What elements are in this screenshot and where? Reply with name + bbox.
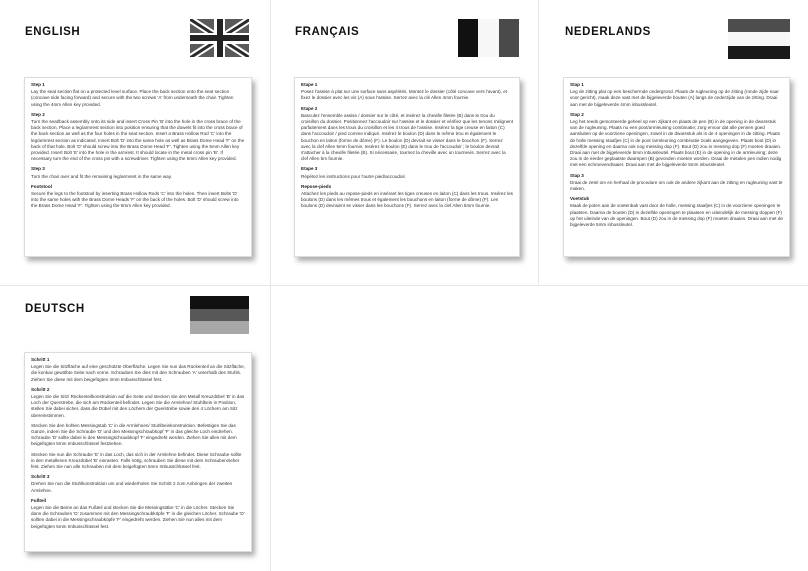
instructions-card-francais (294, 77, 520, 257)
step-title: Etape 2 (301, 105, 318, 111)
section-title-english: ENGLISH (25, 26, 81, 38)
step-block (570, 173, 783, 193)
step-text: Basculez l'ensemble assise / dossier sur le côté, et insérez la cheville filetée (B) dans le trou du croisillon du dossier. Positionnez l'accoudoir sur l'assise et le dossier et vérifiez que les tenons s'alignent parfaitement dans les trous du croisillon et les 4 trous de l'assise. Insérez la tige creuse en laiton (C) dans l'accoudoir / pied comme indiqué. Insérez le boulon (D) dans le même trou et également le bouchon en laiton (forme de dôme) (F). Le boulon (D) devrait se visser dans le bouchon (F). Serrez avec la clef Allen 5mm fournie. Insérez le boulon (E) dans le trou de l'accoudoir ; le boulon devrait s'attacher à la cheville filetée (B). Si nécessaire, tournez la cheville avec un tournevis. Serrez avec la clef Allen 5m fournie. (301, 112, 514, 162)
step-text: Turn the chair over and fit the remaining leg/armrest in the same way. (31, 173, 172, 179)
step-text: Drehen Sie nun die Stuhlkonstruktion um und wiederholen Sie Schritt 2 zum Anbringen der zweiten Armlehne. (31, 481, 233, 493)
union-jack-flag-icon (190, 19, 249, 57)
step-title: Stap 1 (570, 82, 584, 87)
step-block (570, 112, 783, 169)
step-block (31, 387, 245, 419)
step-text: Répétez les instructions pour l'autre pied/accoudoir. (301, 173, 407, 179)
section-title-nederlands: NEDERLANDS (565, 26, 651, 38)
step-text: Turn the seat/back assembly onto its side and insert Cross Pin 'B' into the hole in the cross brace of the back section. Place a leg/armrest section into position ensuring that the dowels fit into the cross brace of the back section as well as the four holes in the seat section. Insert a Brass Hollow Rod 'C' into the leg/armrest section as indicated. Insert Bolt 'D' into the same hole as well as Brass Dome Head 'F' on the back of that hole. Bolt 'D' should screw into the Brass Dome Head 'F'. Tighten using the 5mm Allen key provided. Insert Bolt 'E' into the hole in the armrest. It should locate in the metal cross pin 'B'. If necessary turn the end of the cross pin with a screwdriver. Tighten using the 5mm Allen key provided. (31, 119, 245, 162)
step-text: Posez l'assise à plat sur une surface sans aspérités. Montez le dossier (côté concave vers l'avant), et fixez le dossier avec les vis (A) sous l'assise. Serrez avec la clé Allen 4mm fournie. (301, 89, 508, 101)
step-text: Legen Sie die Beine an das Fußteil und stecken Sie die Messingstäbe 'C' in die Löcher. Stecken Sie dann die Schrauben 'D' zusammen mit den Messingschraubköpfe 'F' in die gleichen Löcher. Schraube 'D' sollten dabei in die Messingschraubköpfe 'F' eingedreht werden. Ziehen Sie nun alles mit dem beigefügten 5mm Imbusschlüssel fest. (31, 505, 245, 529)
german-flag-icon (190, 296, 249, 334)
step-title: Stap 3 (570, 172, 584, 178)
step-block (31, 82, 245, 108)
step-block (570, 196, 783, 228)
step-title: Step 2 (31, 111, 45, 117)
step-text: Maak de poten aan de voetenbak vast door de holle, messing staafjes (C) in de voorziene openingen te plaatsen. Daarna de bouten (D) in dezelfde openingen te plaatsen en uiteindelijk de messing doppen (F) op het uiteinde van de openingen. Bout (D) zou in de messing dop (F) moeten draaien. Draai aan met de bijgeleverde 5mm inbussleutel. (570, 203, 783, 228)
step-text: Stecken Sie nun die Schraube 'E' in das Loch, das sich in der Armlehne befindet. Diese Schraube sollte in den metallenen Kreuzdübel 'B' einrasten. Falls nötig, schrauben Sie diese mit dem Schraubenzieher fest. Ziehen Sie nun alle Schrauben mit dem beigefügten 5mm Imbusschlüssel fest. (31, 451, 242, 470)
step-text: Leg de zitting plat op een beschermde ondergrond. Plaats de rugleuning op de zitting (ronde zijde naar voor gericht), maak deze vast met de bijgeleverde bouten (A) langs de onderzijde van de zitting. Draai aan met de bijgeleverde 4mm inbussleutel. (570, 89, 779, 107)
step-title: Schritt 3 (31, 474, 50, 480)
step-title: Etape 1 (301, 82, 318, 87)
step-block (31, 184, 245, 210)
step-block (570, 82, 783, 108)
instructions-card-deutsch (24, 352, 252, 552)
step-block (301, 82, 513, 102)
section-title-deutsch: DEUTSCH (25, 303, 85, 315)
step-title: Schritt 1 (31, 357, 50, 362)
step-block (31, 112, 245, 163)
step-title: Footstool (31, 183, 52, 189)
step-block (31, 452, 245, 471)
step-text: Legen Sie die Sitz/ Rückenteilkonstruktion auf die Seite und stecken Sie den Metall Kreuzdübel 'B' in das Loch der Querstrebe, die sich am Rückenteil befindet. Legen Sie die Armlehne/ Stuhlbein in Position, stellen Sie dabei sicher, dass die Dübel mit den Löchern der Querstrebe sowie den 4 Löchern am Sitz übereinstimmen. (31, 394, 245, 418)
step-text: Leg het reeds gemonteerde geheel op een zijkant en plaats de pen (B) in de opening in de dwarsstuk van de rugleuning. Plaats nu een poot/armleuning combinatie; zorg ervoor dat alle pennen goed aansluiten op de voorziene openingen, zowel in de dwarsstuk als in de 4 openingen in de zitting. Plaats de holle messing staafjes (C) in de poot /armleuning combinatie zoals aangegeven. Plaats bout (D) in dezelfde opening en daarna ook nog messing dop (F). Bout (D) zou in messing dop (F) moeten draaien. Draai aan met de bijgeleverde 5mm inbussleutel. Plaats bout (E) in de opening in de armleuning; deze zou in de eerder geplaatste dwarspen (B) gevonden moeten worden. Draai de metalen pen indien nodig met een schroevendraaier. Draai aan met de bijgeleverde 5mm inbussleutel. (570, 119, 782, 168)
step-text: Attachez les pieds au repose-pieds en insérant les tiges creuses en laiton (C) dans les trous. Insérez les boulons (D) dans les mêmes trous et également les bouchons en laiton (forme de dôme) (F). Les boulons (D) devraient se visser dans les bouchons (F). Serrez avec la clef Allen 5mm fournie. (301, 191, 513, 209)
step-title: Schritt 2 (31, 386, 50, 392)
step-title: Stap 2 (570, 111, 584, 117)
row-divider (0, 285, 808, 286)
french-flag-icon (458, 19, 519, 57)
step-block (31, 166, 245, 179)
instructions-card-nederlands (563, 77, 790, 257)
section-title-francais: FRANÇAIS (295, 26, 360, 38)
step-block (31, 357, 245, 383)
step-block (31, 423, 245, 448)
column-divider (538, 0, 539, 285)
step-block (301, 106, 513, 163)
step-text: Legen Sie die Sitzfläche auf eine geschützte Oberfläche. Legen Sie nun das Rückenteil an die Sitzfläche, die konkav gewölbte Seite nach vorne. Schrauben Sie dies mit den Schrauben 'A' unterhalb des Stuhls. Ziehen Sie diese mit dem beigefügten 4mm Imbusschlüssel fest. (31, 364, 246, 382)
step-title: Step 3 (31, 166, 45, 172)
step-title: Repose-pieds (301, 183, 332, 189)
dutch-flag-icon (728, 19, 790, 59)
step-block (301, 184, 513, 210)
step-text: Lay the seat section flat on a protected level surface. Place the back section onto the seat section (concave side facing forward) and secure with the two screws 'A' from underneath the chair. Tighten using the 4mm Allen key provided. (31, 89, 234, 107)
step-block (31, 474, 245, 494)
instructions-card-english (24, 77, 252, 257)
step-title: Fußteil (31, 497, 47, 503)
step-text: Stecken Sie den hohlen Messingstab 'C' in die Armlehnen/ Stuhlbeinkonstruktion. Befestigen Sie das Ganze, indem Sie die Schraube 'D' und den Messingschraubkopf 'F' in das gleiche Loch eindrehen. Schraube 'D' sollte dabei in den Messingschraubkopf 'F' eingedreht werden. Ziehen Sie alles mit dem beigefügten 5mm Imbusschlüssel festziehen. (31, 422, 237, 447)
step-text: Draai de zetel om en herhaal de procedure om ook de andere zijkant aan de zitting en rugleuning vast te maken. (570, 179, 783, 192)
step-block (31, 498, 245, 530)
step-block (301, 166, 513, 179)
step-title: Voetstuk (570, 196, 590, 202)
step-title: Etape 3 (301, 166, 318, 172)
step-title: Step 1 (31, 82, 45, 87)
step-text: Secure the legs to the footstool by inserting Brass Hollow Rods 'C' into the holes. Then insert Bolts 'D' into the same holes with the Brass Dome Heads 'F' on the back of the holes. Bolt 'D' should screw into the Brass Dome Head 'F'. Tighten using the 5mm Allen key provided. (31, 191, 239, 209)
